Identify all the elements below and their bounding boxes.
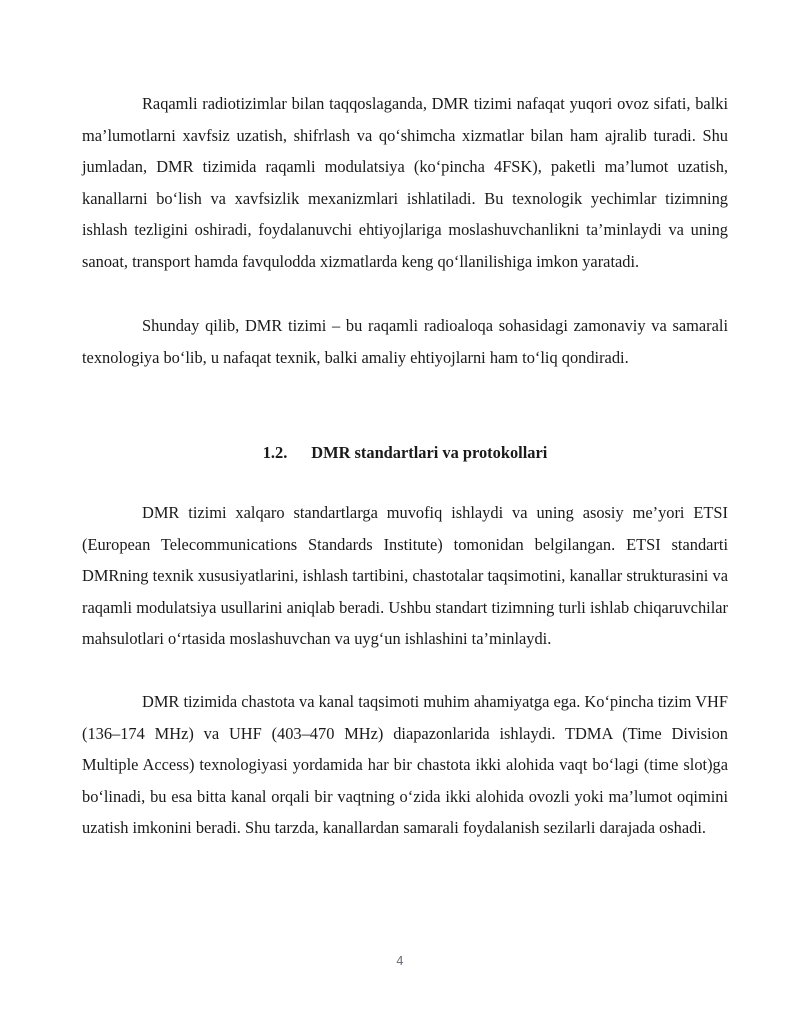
section-title: DMR standartlari va protokollari (311, 443, 548, 462)
section-number: 1.2. (262, 443, 288, 462)
body-paragraph: Shunday qilib, DMR tizimi – bu raqamli radioaloqa sohasidagi zamonaviy va samarali texnologiya bo‘lib, u nafaqat texnik, balki amaliy ehtiyojlarni ham to‘liq qondiradi. (82, 316, 728, 367)
body-paragraph: DMR tizimida chastota va kanal taqsimoti muhim ahamiyatga ega. Ko‘pincha tizim VHF (136–174 MHz) va UHF (403–470 MHz) diapazonlarida ishlaydi. TDMA (Time Division Multiple Access) texnologiyasi yordamida har bir chastota ikki alohida vaqt bo‘lagi (time slot)ga bo‘linadi, bu esa bitta kanal orqali bir vaqtning o‘zida ikki alohida ovozli yoki ma’lumot oqimini uzatish imkonini beradi. Shu tarzda, kanallardan samarali foydalanish sezilarli darajada oshadi. (82, 692, 728, 838)
body-paragraph: Raqamli radiotizimlar bilan taqqoslaganda, DMR tizimi nafaqat yuqori ovoz sifati, balki ma’lumotlarni xavfsiz uzatish, shifrlash va qo‘shimcha xizmatlar bilan ham ajralib turadi. Shu jumladan, DMR tizimida raqamli modulatsiya (ko‘pincha 4FSK), paketli ma’lumot uzatish, kanallarni bo‘lish va xavfsizlik mexanizmlari ishlatiladi. Bu texnologik yechimlar tizimning ishlash tezligini oshiradi, foydalanuvchi ehtiyojlariga moslashuvchanlikni ta’minlaydi va uning sanoat, transport hamda favqulodda xizmatlarda keng qo‘llanilishiga imkon yaratadi. (82, 94, 728, 271)
page-number: 4 (396, 954, 404, 968)
section-heading (82, 437, 728, 469)
body-paragraph: DMR tizimi xalqaro standartlarga muvofiq ishlaydi va uning asosiy me’yori ETSI (European Telecommunications Standards Institute) tomonidan belgilangan. ETSI standarti DMRning texnik xususiyatlarini, ishlash tartibini, chastotalar taqsimotini, kanallar strukturasini va raqamli modulatsiya usullarini aniqlab beradi. Ushbu standart tizimning turli ishlab chiqaruvchilar mahsulotlari o‘rtasida moslashuvchan va uyg‘un ishlashini ta’minlaydi. (82, 503, 728, 649)
